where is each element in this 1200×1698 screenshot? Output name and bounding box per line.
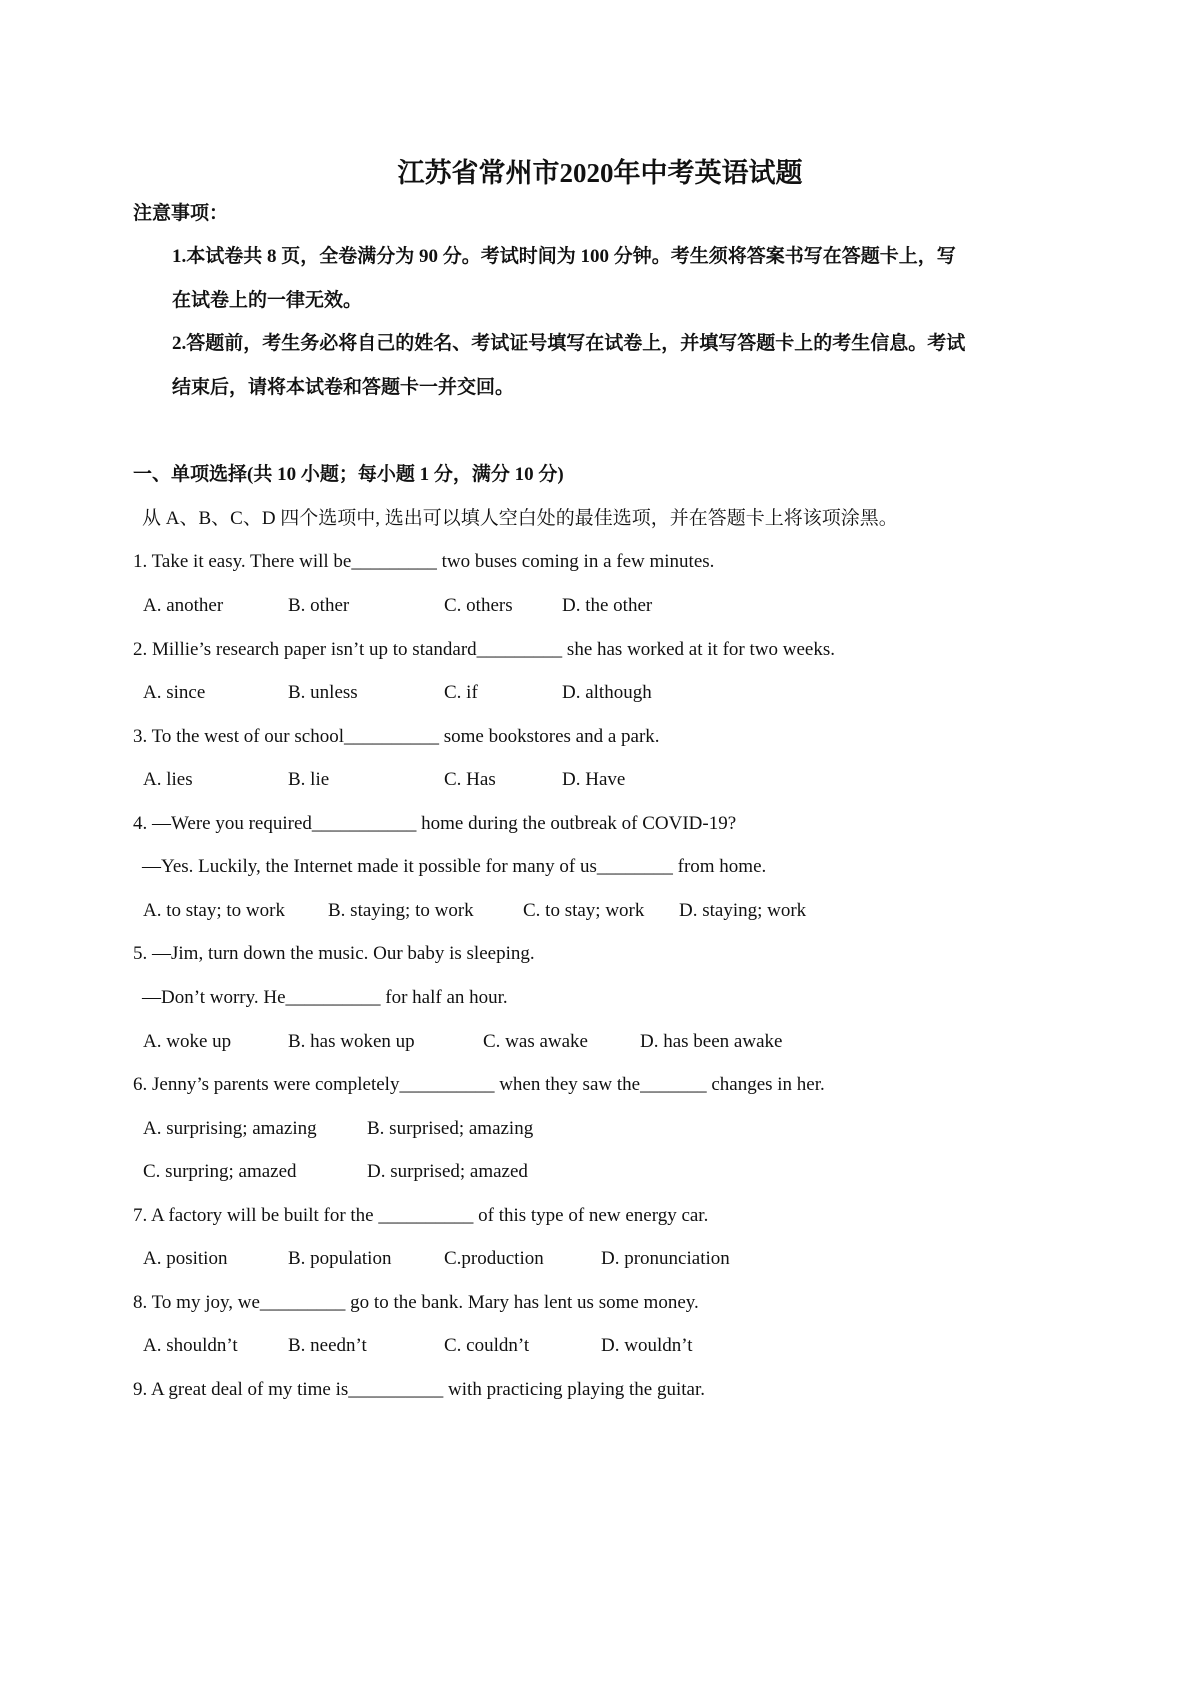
question-8-option-d: D. wouldn’t xyxy=(601,1335,693,1356)
question-4-option-b: B. staying; to work xyxy=(328,900,474,921)
question-4-stem: 4. —Were you required___________ home during the outbreak of COVID-19? xyxy=(133,813,737,834)
question-1-option-d: D. the other xyxy=(562,595,653,616)
question-5-option-a: A. woke up xyxy=(143,1031,232,1052)
question-5-stem: 5. —Jim, turn down the music. Our baby is sleeping. xyxy=(133,943,535,964)
question-5-stem-reply: —Don’t worry. He__________ for half an hour. xyxy=(142,987,508,1008)
section-1-instruction: 从 A、B、C、D 四个选项中, 选出可以填人空白处的最佳选项，并在答题卡上将该项涂黑。 xyxy=(142,508,898,529)
question-6-option-a: A. surprising; amazing xyxy=(143,1118,317,1139)
question-2-option-c: C. if xyxy=(444,682,478,703)
question-1-option-c: C. others xyxy=(444,595,513,616)
section-1-heading: 一、单项选择(共 10 小题；每小题 1 分，满分 10 分) xyxy=(133,464,564,485)
question-7-stem: 7. A factory will be built for the __________ of this type of new energy car. xyxy=(133,1205,709,1226)
question-4-option-a: A. to stay; to work xyxy=(143,900,285,921)
question-7-option-b: B. population xyxy=(288,1248,392,1269)
question-6-option-d: D. surprised; amazed xyxy=(367,1161,528,1182)
question-3-option-a: A. lies xyxy=(143,769,193,790)
question-3-option-d: D. Have xyxy=(562,769,626,790)
question-1-stem: 1. Take it easy. There will be_________ two buses coming in a few minutes. xyxy=(133,551,715,572)
question-3-stem: 3. To the west of our school__________ some bookstores and a park. xyxy=(133,726,660,747)
question-2-option-a: A. since xyxy=(143,682,206,703)
notice-heading: 注意事项： xyxy=(133,203,229,224)
question-1-option-a: A. another xyxy=(143,595,224,616)
question-9-stem: 9. A great deal of my time is__________ with practicing playing the guitar. xyxy=(133,1379,706,1400)
notice-item-1-line-2: 在试卷上的一律无效。 xyxy=(172,290,363,311)
notice-item-2-line-1: 2.答题前，考生务必将自己的姓名、考试证号填写在试卷上，并填写答题卡上的考生信息。考试 xyxy=(172,333,966,354)
question-2-option-d: D. although xyxy=(562,682,652,703)
question-8-stem: 8. To my joy, we_________ go to the bank. Mary has lent us some money. xyxy=(133,1292,699,1313)
question-5-option-c: C. was awake xyxy=(483,1031,588,1052)
question-2-option-b: B. unless xyxy=(288,682,358,703)
question-8-option-a: A. shouldn’t xyxy=(143,1335,238,1356)
question-6-option-c: C. surpring; amazed xyxy=(143,1161,297,1182)
question-2-stem: 2. Millie’s research paper isn’t up to standard_________ she has worked at it for two weeks. xyxy=(133,639,835,660)
question-7-option-a: A. position xyxy=(143,1248,228,1269)
question-5-option-d: D. has been awake xyxy=(640,1031,783,1052)
question-7-option-c: C.production xyxy=(444,1248,544,1269)
question-4-stem-reply: —Yes. Luckily, the Internet made it possible for many of us________ from home. xyxy=(142,856,767,877)
notice-item-2-line-2: 结束后，请将本试卷和答题卡一并交回。 xyxy=(172,377,515,398)
question-3-option-c: C. Has xyxy=(444,769,496,790)
question-4-option-c: C. to stay; work xyxy=(523,900,645,921)
page-title: 江苏省常州市2020年中考英语试题 xyxy=(397,158,803,188)
question-8-option-b: B. needn’t xyxy=(288,1335,367,1356)
question-6-option-b: B. surprised; amazing xyxy=(367,1118,534,1139)
question-7-option-d: D. pronunciation xyxy=(601,1248,730,1269)
question-3-option-b: B. lie xyxy=(288,769,330,790)
question-5-option-b: B. has woken up xyxy=(288,1031,415,1052)
question-4-option-d: D. staying; work xyxy=(679,900,807,921)
question-8-option-c: C. couldn’t xyxy=(444,1335,530,1356)
question-6-stem: 6. Jenny’s parents were completely__________ when they saw the_______ changes in her. xyxy=(133,1074,825,1095)
question-1-option-b: B. other xyxy=(288,595,350,616)
notice-item-1-line-1: 1.本试卷共 8 页，全卷满分为 90 分。考试时间为 100 分钟。考生须将答案书写在答题卡上，写 xyxy=(172,246,956,267)
